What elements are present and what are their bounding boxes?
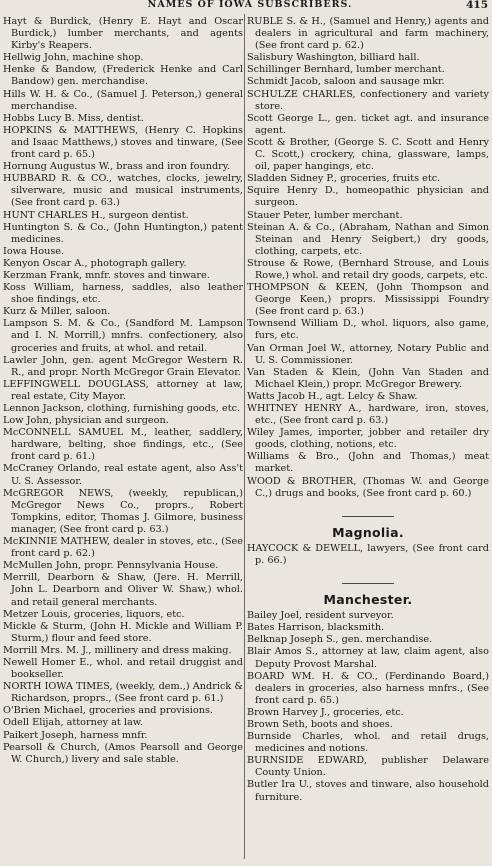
directory-entry: WHITNEY HENRY A., hardware, iron, stoves, etc., (See front card p. 63.) — [247, 403, 489, 427]
left-column — [3, 16, 243, 861]
directory-entry: Butler Ira U., stoves and tinware, also household furniture. — [247, 779, 489, 803]
directory-entry: Squire Henry D., homeopathic physician and surgeon. — [247, 185, 489, 209]
directory-entry: Brown Seth, boots and shoes. — [247, 718, 393, 730]
directory-entry: Newell Homer E., whol. and retail druggist and bookseller. — [3, 656, 243, 681]
directory-entry: Kenyon Oscar A., photograph gallery. — [3, 257, 187, 269]
directory-entry: HAYCOCK & DEWELL, lawyers, (See front card p. 66.) — [247, 542, 489, 566]
page-number: 415 — [466, 0, 488, 11]
directory-entry: Sladden Sidney P., groceries, fruits etc. — [247, 173, 441, 185]
section-heading-manchester: Manchester. — [323, 592, 413, 608]
directory-entry: Scott & Brother, (George S. C. Scott and Henry C. Scott,) crockery, china, glassware, lamps, oil, paper hangings, etc. — [247, 136, 489, 173]
directory-entry: Pearsoll & Church, (Amos Pearsoll and George W. Church,) livery and sale stable. — [3, 741, 243, 765]
directory-entry: Mickle & Sturm, (John H. Mickle and William P. Sturm,) flour and feed store. — [3, 620, 243, 644]
directory-entry: Kerzman Frank, mnfr. stoves and tinware. — [3, 269, 210, 281]
section-divider — [342, 516, 394, 517]
directory-entry: Morrill Mrs. M. J., millinery and dress making. — [3, 644, 232, 656]
right-column — [247, 16, 489, 861]
directory-entry: HOPKINS & MATTHEWS, (Henry C. Hopkins and Isaac Matthews,) stoves and tinware, (See front card p. 65.) — [3, 124, 243, 161]
directory-entry: Hills W. H. & Co., (Samuel J. Peterson,) general merchandise. — [3, 88, 243, 112]
directory-entry: Watts Jacob H., agt. Lelcy & Shaw. — [247, 390, 418, 402]
directory-entry: Henke & Bandow, (Frederick Henke and Carl Bandow) gen. merchandise. — [3, 64, 243, 88]
directory-entry: Schillinger Bernhard, lumber merchant. — [247, 64, 445, 76]
directory-entry: McCraney Orlando, real estate agent, also Ass't U. S. Assessor. — [3, 463, 243, 487]
running-title: NAMES OF IOWA SUBSCRIBERS. — [147, 0, 353, 10]
directory-entry: RUBLE S. & H., (Samuel and Henry,) agents and dealers in agricultural and farm machinery, (See front card p. 62.) — [247, 16, 489, 52]
directory-entry: Burnside Charles, whol. and retail drugs, medicines and notions. — [247, 731, 489, 755]
directory-entry: WOOD & BROTHER, (Thomas W. and George C.,) drugs and books, (See front card p. 60.) — [247, 475, 489, 499]
page-header — [0, 0, 492, 14]
directory-entry: Strouse & Rowe, (Bernhard Strouse, and Louis Rowe,) whol. and retail dry goods, carpets, etc. — [247, 257, 489, 281]
directory-entry: Hayt & Burdick, (Henry E. Hayt and Oscar Burdick,) lumber merchants, and agents Kirby's Reapers. — [3, 16, 243, 52]
directory-entry: Wiley James, importer, jobber and retailer dry goods, clothing, notions, etc. — [247, 427, 489, 451]
directory-entry: LEFFINGWELL DOUGLASS, attorney at law, real estate, City Mayor. — [3, 378, 243, 402]
directory-entry: BOARD WM. H. & CO., (Ferdinando Board,) dealers in groceries, also harness mnfrs., (See front card p. 65.) — [247, 670, 489, 706]
directory-entry: Hobbs Lucy B. Miss, dentist. — [3, 112, 144, 124]
directory-entry: McMullen John, propr. Pennsylvania House. — [3, 560, 219, 572]
directory-entry: Metzer Louis, groceries, liquors, etc. — [3, 608, 185, 620]
directory-entry: Koss William, harness, saddles, also leather shoe findings, etc. — [3, 282, 243, 306]
directory-entry: Schmidt Jacob, saloon and sausage mkr. — [247, 76, 445, 88]
directory-entry: SCHULZE CHARLES, confectionery and variety store. — [247, 88, 489, 112]
directory-entry: Merrill, Dearborn & Shaw, (Jere. H. Merrill, John L. Dearborn and Oliver W. Shaw,) whol. and retail general merchants. — [3, 572, 243, 608]
directory-entry: McCONNELL SAMUEL M., leather, saddlery, hardware, belting, shoe findings, etc., (See front card p. 61.) — [3, 427, 243, 463]
directory-entry: Townsend William D., whol. liquors, also game, furs, etc. — [247, 318, 489, 342]
directory-entry: Stauer Peter, lumber merchant. — [247, 209, 403, 221]
directory-entry: Bailey Joel, resident surveyor. — [247, 610, 394, 622]
directory-entry: Scott George L., gen. ticket agt. and insurance agent. — [247, 112, 489, 136]
directory-entry: Van Orman Joel W., attorney, Notary Public and U. S. Commissioner. — [247, 342, 489, 366]
directory-entry: HUNT CHARLES H., surgeon dentist. — [3, 209, 189, 221]
directory-entry: Lennon Jackson, clothing, furnishing goods, etc. — [3, 403, 241, 414]
directory-entry: Huntington S. & Co., (John Huntington,) patent medicines. — [3, 221, 243, 245]
directory-entry: Paikert Joseph, harness mnfr. — [3, 729, 148, 741]
column-divider — [244, 14, 245, 859]
directory-entry: Iowa House. — [3, 245, 65, 257]
directory-entry: McKINNIE MATHEW, dealer in stoves, etc., (See front card p. 62.) — [3, 536, 243, 560]
directory-entry: Williams & Bro., (John and Thomas,) meat market. — [247, 451, 489, 475]
directory-entry: Belknap Joseph S., gen. merchandise. — [247, 634, 433, 646]
directory-entry: Salisbury Washington, billiard hall. — [247, 52, 420, 64]
directory-entry: Hornung Augustus W., brass and iron foundry. — [3, 161, 231, 173]
directory-entry: Lampson S. M. & Co., (Sandford M. Lampson and I. N. Morrill,) mnfrs. confectionery, also groceries and fruits, at whol. and retail. — [3, 318, 243, 354]
section-divider — [342, 583, 394, 584]
directory-entry: Odell Elijah, attorney at law. — [3, 717, 143, 729]
directory-entry: Steinan A. & Co., (Abraham, Nathan and Simon Steinan and Henry Seigbert,) dry goods, clothing, carpets, etc. — [247, 221, 489, 257]
directory-entry: Lawler John, gen. agent McGregor Western R. R., and propr. North McGregor Grain Elevator. — [3, 354, 243, 378]
directory-entry: BURNSIDE EDWARD, publisher Delaware County Union. — [247, 755, 489, 779]
section-heading-magnolia: Magnolia. — [332, 524, 404, 540]
directory-entry: Kurz & Miller, saloon. — [3, 306, 111, 318]
directory-entry: Low John, physician and surgeon. — [3, 415, 169, 427]
directory-entry: Brown Harvey J., groceries, etc. — [247, 706, 404, 718]
directory-entry: THOMPSON & KEEN, (John Thompson and George Keen,) proprs. Mississippi Foundry (See front card p. 63.) — [247, 282, 489, 318]
directory-entry: Blair Amos S., attorney at law, claim agent, also Deputy Provost Marshal. — [247, 646, 489, 670]
directory-entry: O'Brien Michael, groceries and provisions. — [3, 705, 214, 717]
directory-entry: McGREGOR NEWS, (weekly, republican,) McGregor News Co., proprs., Robert Tompkins, editor, Thomas J. Gilmore, business manager, (See front card p. 63.) — [3, 487, 243, 535]
directory-entry: Bates Harrison, blacksmith. — [247, 622, 385, 634]
directory-entry: NORTH IOWA TIMES, (weekly, dem.,) Andrick & Richardson, proprs., (See front card p. 61.) — [3, 681, 243, 705]
directory-entry: Van Staden & Klein, (John Van Staden and Michael Klein,) propr. McGregor Brewery. — [247, 366, 489, 390]
directory-entry: Hellwig John, machine shop. — [3, 52, 144, 64]
directory-entry: HUBBARD R. & CO., watches, clocks, jewelry, silverware, music and musical instruments, (See front card p. 63.) — [3, 173, 243, 209]
